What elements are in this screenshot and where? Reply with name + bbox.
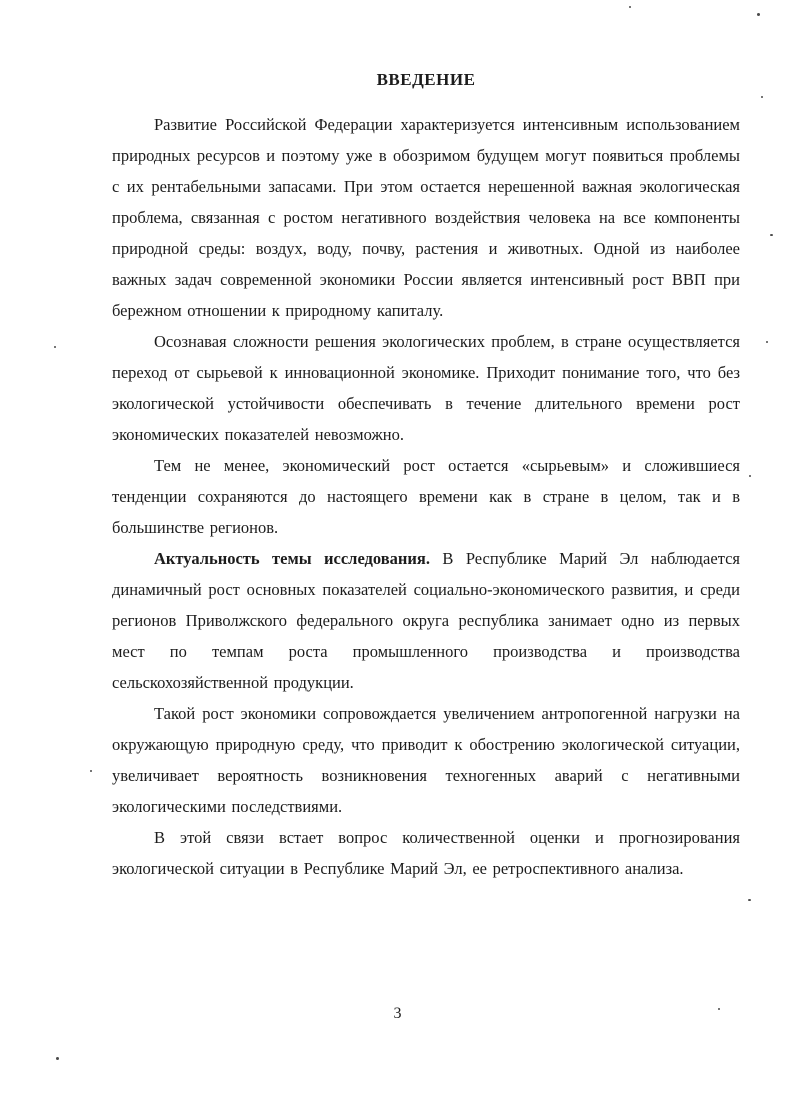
scan-artifact	[757, 13, 760, 16]
scan-artifact	[718, 1008, 720, 1010]
scan-artifact	[748, 899, 751, 901]
bold-lead-text: Актуальность темы исследования.	[154, 549, 430, 568]
paragraph-actuality	[112, 543, 740, 698]
paragraph: Осознавая сложности решения экологических проблем, в стране осуществляется переход от сырьевой к инновационной экономике. Приходит понимание того, что без экологической устойчивости обеспечивать в течение длительного времени рост экономических показателей невозможно.	[112, 332, 740, 444]
scan-artifact	[770, 234, 773, 236]
scan-artifact	[54, 346, 56, 348]
page-title: ВВЕДЕНИЕ	[376, 70, 476, 89]
document-page	[112, 64, 740, 884]
scan-artifact	[629, 6, 631, 8]
paragraph: Тем не менее, экономический рост остается «сырьевым» и сложившиеся тенденции сохраняются до настоящего времени как в стране в целом, так и в большинстве регионов.	[112, 456, 740, 537]
scan-artifact	[766, 341, 768, 343]
page-number: 3	[393, 1005, 402, 1022]
paragraph-text: В Республике Марий Эл наблюдается динамичный рост основных показателей социально-экономического развития, и среди регионов Приволжского федерального округа республика занимает одно из первых мест по темпам роста промышленного производства и производства сельскохозяйственной продукции.	[112, 549, 741, 692]
scan-artifact	[749, 475, 751, 477]
scan-artifact	[90, 770, 92, 772]
paragraph: Такой рост экономики сопровождается увеличением антропогенной нагрузки на окружающую природную среду, что приводит к обострению экологической ситуации, увеличивает вероятность возникновения техногенных аварий с негативными экологическими последствиями.	[112, 704, 740, 816]
paragraph: В этой связи встает вопрос количественной оценки и прогнозирования экологической ситуации в Республике Марий Эл, ее ретроспективного анализа.	[112, 828, 740, 878]
paragraph: Развитие Российской Федерации характеризуется интенсивным использованием природных ресурсов и поэтому уже в обозримом будущем могут появиться проблемы с их рентабельными запасами. При этом остается нерешенной важная экологическая проблема, связанная с ростом негативного воздействия человека на все компоненты природной среды: воздух, воду, почву, растения и животных. Одной из наиболее важных задач современной экономики России является интенсивный рост ВВП при бережном отношении к природному капиталу.	[112, 115, 740, 320]
scan-artifact	[56, 1057, 59, 1060]
scan-artifact	[761, 96, 763, 98]
